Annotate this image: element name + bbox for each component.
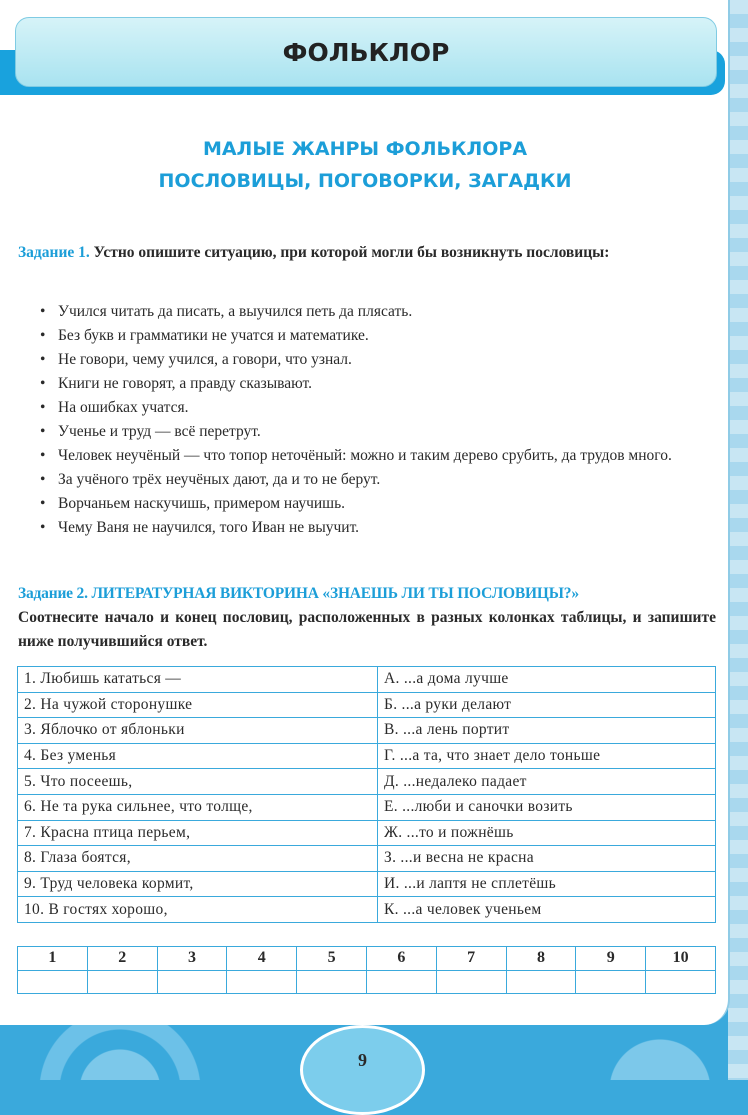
cell-left: 1. Любишь кататься — (18, 667, 378, 693)
table-row (18, 820, 716, 846)
answer-header: 4 (227, 947, 297, 971)
answer-header-row (18, 947, 716, 971)
chapter-banner (15, 17, 717, 87)
page-number-badge (300, 1025, 425, 1115)
answer-header: 9 (576, 947, 646, 971)
answer-cell[interactable] (646, 970, 716, 994)
list-item: • Книги не говорят, а правду сказывают. (36, 372, 716, 396)
answer-cell[interactable] (576, 970, 646, 994)
list-item: • Не говори, чему учился, а говори, что узнал. (36, 348, 716, 372)
cell-right: В. ...а лень портит (378, 718, 716, 744)
answer-cell[interactable] (506, 970, 576, 994)
answer-header: 3 (157, 947, 227, 971)
answer-cell[interactable] (227, 970, 297, 994)
list-item: • Ворчаньем наскучишь, примером научишь. (36, 492, 716, 516)
cell-right: К. ...а человек ученьем (378, 897, 716, 923)
cell-right: А. ...а дома лучше (378, 667, 716, 693)
answer-header: 2 (87, 947, 157, 971)
answer-header: 6 (366, 947, 436, 971)
section-title-1: МАЛЫЕ ЖАНРЫ ФОЛЬКЛОРА (202, 138, 528, 160)
answer-cell[interactable] (87, 970, 157, 994)
table-row (18, 667, 716, 693)
task1-prompt (18, 241, 716, 265)
cell-left: 2. На чужой сторонушке (18, 692, 378, 718)
table-row (18, 897, 716, 923)
answer-header: 5 (297, 947, 367, 971)
cell-right: Ж. ...то и пожнёшь (378, 820, 716, 846)
matching-table (17, 666, 716, 923)
answer-cell[interactable] (436, 970, 506, 994)
section-title-2: ПОСЛОВИЦЫ, ПОГОВОРКИ, ЗАГАДКИ (158, 170, 572, 192)
cell-right: З. ...и весна не красна (378, 846, 716, 872)
answer-cell[interactable] (297, 970, 367, 994)
list-item: • За учёного трёх неучёных дают, да и то не берут. (36, 468, 716, 492)
cell-left: 10. В гостях хорошо, (18, 897, 378, 923)
table-row (18, 794, 716, 820)
cell-left: 7. Красна птица перьем, (18, 820, 378, 846)
task2-text: Соотнесите начало и конец пословиц, расположенных в разных колонках таблицы, и запишите ниже получившийся ответ. (18, 609, 716, 650)
answer-header: 8 (506, 947, 576, 971)
answer-header: 7 (436, 947, 506, 971)
page-edge (728, 0, 748, 1080)
answer-header: 10 (646, 947, 716, 971)
cell-left: 4. Без уменья (18, 743, 378, 769)
cell-right: Г. ...а та, что знает дело тоньше (378, 743, 716, 769)
list-item: • Человек неучёный — что топор неточёный: можно и таким дерево срубить, да трудов много. (36, 444, 716, 468)
cell-right: Д. ...недалеко падает (378, 769, 716, 795)
cell-left: 8. Глаза боятся, (18, 846, 378, 872)
task1-label: Задание 1. (18, 244, 90, 261)
table-row (18, 692, 716, 718)
chapter-title: ФОЛЬКЛОР (282, 37, 450, 67)
cell-left: 5. Что посеешь, (18, 769, 378, 795)
cell-left: 3. Яблочко от яблоньки (18, 718, 378, 744)
answer-input-row (18, 970, 716, 994)
proverb-list (36, 300, 716, 540)
task2-label: Задание 2. ЛИТЕРАТУРНАЯ ВИКТОРИНА «ЗНАЕШЬ ЛИ ТЫ ПОСЛОВИЦЫ?» (18, 585, 579, 602)
list-item: • Без букв и грамматики не учатся и математике. (36, 324, 716, 348)
cell-left: 9. Труд человека кормит, (18, 871, 378, 897)
answer-cell[interactable] (366, 970, 436, 994)
table-row (18, 743, 716, 769)
task1-text: Устно опишите ситуацию, при которой могли бы возникнуть пословицы: (93, 244, 610, 261)
cell-right: И. ...и лаптя не сплетёшь (378, 871, 716, 897)
answer-cell[interactable] (157, 970, 227, 994)
cell-right: Е. ...люби и саночки возить (378, 794, 716, 820)
table-row (18, 846, 716, 872)
list-item: • На ошибках учатся. (36, 396, 716, 420)
table-row (18, 871, 716, 897)
answer-header: 1 (18, 947, 88, 971)
cell-left: 6. Не та рука сильнее, что толще, (18, 794, 378, 820)
page-number: 9 (358, 1050, 367, 1070)
table-row (18, 718, 716, 744)
table-row (18, 769, 716, 795)
list-item: • Ученье и труд — всё перетрут. (36, 420, 716, 444)
answer-cell[interactable] (18, 970, 88, 994)
list-item: • Чему Ваня не научился, того Иван не выучит. (36, 516, 716, 540)
cell-right: Б. ...а руки делают (378, 692, 716, 718)
list-item: • Учился читать да писать, а выучился петь да плясать. (36, 300, 716, 324)
answer-table (17, 946, 716, 994)
